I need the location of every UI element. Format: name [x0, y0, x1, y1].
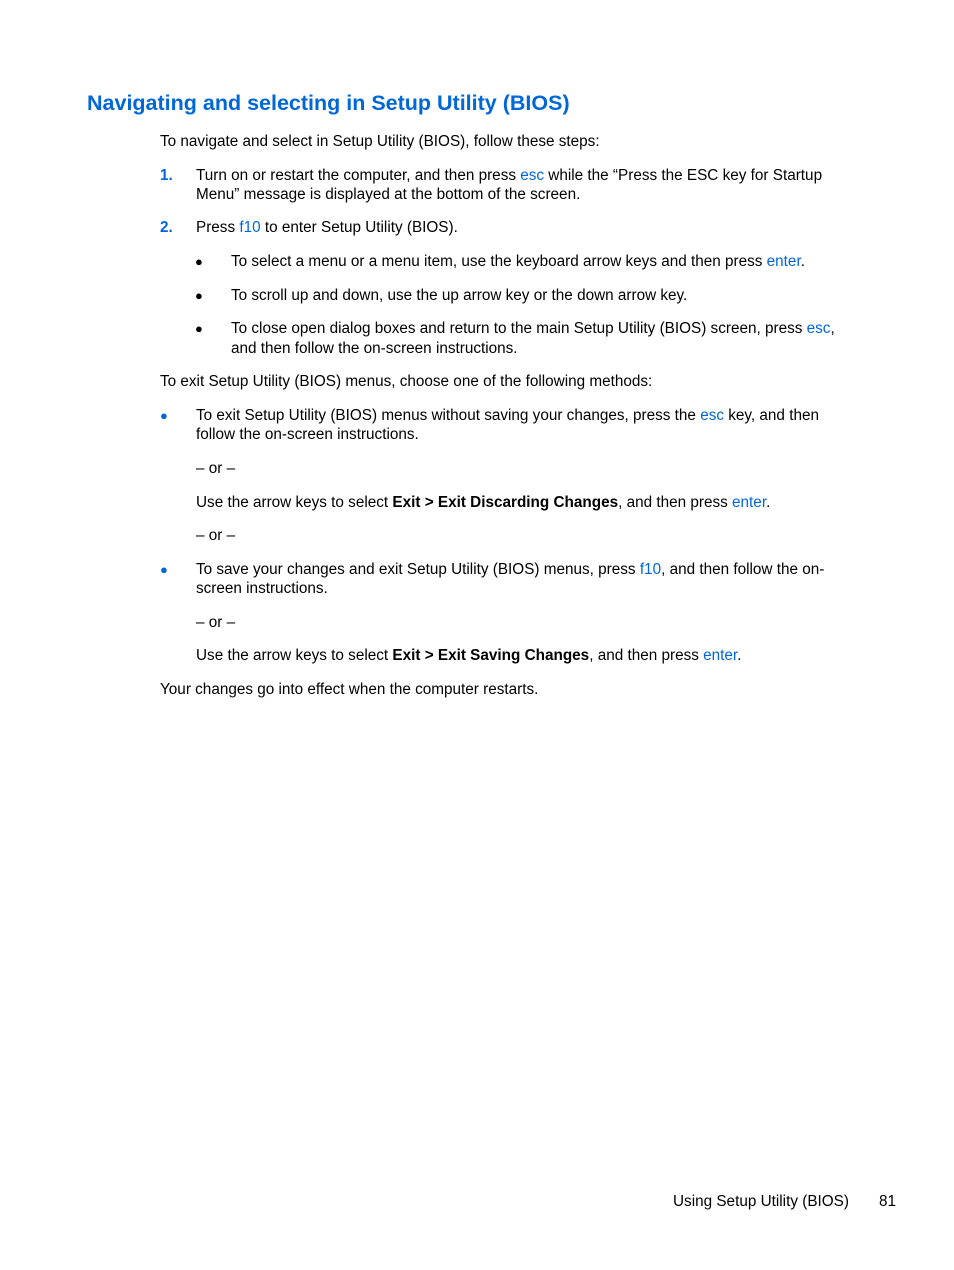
key-name: enter: [766, 253, 801, 270]
key-name: f10: [239, 219, 261, 236]
list-item-text: [196, 406, 819, 425]
or-separator: – or –: [196, 527, 236, 544]
list-item-text-part: .: [800, 253, 805, 270]
list-item-text-part: To save your changes and exit Setup Utility (BIOS) menus, press: [196, 561, 640, 578]
list-item-text-part: To select a menu or a menu item, use the keyboard arrow keys and then press: [231, 253, 767, 270]
bullet-icon: ●: [160, 562, 168, 577]
key-name: enter: [732, 494, 767, 511]
page-footer: [673, 1192, 898, 1211]
key-name: esc: [520, 167, 545, 184]
alternative-instruction: [196, 493, 770, 512]
list-item-text: [231, 319, 835, 338]
step-text-continued: Menu” message is displayed at the bottom of the screen.: [196, 186, 581, 203]
step-text-part: Press: [196, 219, 240, 236]
bullet-icon: ●: [195, 288, 203, 303]
list-item-text-continued: screen instructions.: [196, 580, 328, 597]
alt-text-part: Use the arrow keys to select: [196, 647, 393, 664]
closing-paragraph: Your changes go into effect when the computer restarts.: [160, 681, 539, 698]
or-separator: – or –: [196, 614, 236, 631]
list-item-text-part: To exit Setup Utility (BIOS) menus without saving your changes, press the: [196, 407, 701, 424]
list-item-text: [231, 252, 805, 271]
step-text-part: while the “Press the ESC key for Startup: [544, 167, 823, 184]
bullet-icon: ●: [195, 254, 203, 269]
footer-section-title: Using Setup Utility (BIOS): [673, 1193, 849, 1210]
or-separator: – or –: [196, 460, 236, 477]
intro-paragraph: To navigate and select in Setup Utility (BIOS), follow these steps:: [160, 133, 600, 150]
key-name: esc: [700, 407, 724, 424]
alt-text-part: .: [766, 494, 771, 511]
alt-text-part: , and then press: [589, 647, 704, 664]
page-title: Navigating and selecting in Setup Utility (BIOS): [87, 91, 570, 115]
list-item-text-part: ,: [830, 320, 835, 337]
list-item-text-continued: follow the on-screen instructions.: [196, 426, 419, 443]
step-text: [196, 166, 822, 185]
bullet-icon: ●: [160, 408, 168, 423]
exit-intro-paragraph: To exit Setup Utility (BIOS) menus, choose one of the following methods:: [160, 373, 653, 390]
list-item-text-part: , and then follow the on-: [661, 561, 825, 578]
list-item-text-part: key, and then: [724, 407, 819, 424]
key-name: f10: [639, 561, 662, 578]
list-item-text: [196, 560, 824, 579]
step-number: 2.: [160, 219, 173, 236]
menu-path: Exit > Exit Discarding Changes: [392, 494, 619, 511]
list-item-text: To scroll up and down, use the up arrow key or the down arrow key.: [231, 287, 688, 304]
alternative-instruction: [196, 646, 741, 665]
step-text-part: Turn on or restart the computer, and then press: [196, 167, 521, 184]
step-number: 1.: [160, 167, 173, 184]
alt-text-part: Use the arrow keys to select: [196, 494, 393, 511]
list-item-text-part: To close open dialog boxes and return to the main Setup Utility (BIOS) screen, press: [231, 320, 807, 337]
alt-text-part: .: [737, 647, 742, 664]
bullet-icon: ●: [195, 321, 203, 336]
step-text: [196, 218, 458, 237]
page-number: 81: [879, 1193, 897, 1210]
list-item-text-continued: and then follow the on-screen instructions.: [231, 340, 518, 357]
step-text-part: to enter Setup Utility (BIOS).: [260, 219, 458, 236]
alt-text-part: , and then press: [618, 494, 733, 511]
key-name: esc: [806, 320, 831, 337]
menu-path: Exit > Exit Saving Changes: [392, 647, 590, 664]
key-name: enter: [703, 647, 738, 664]
